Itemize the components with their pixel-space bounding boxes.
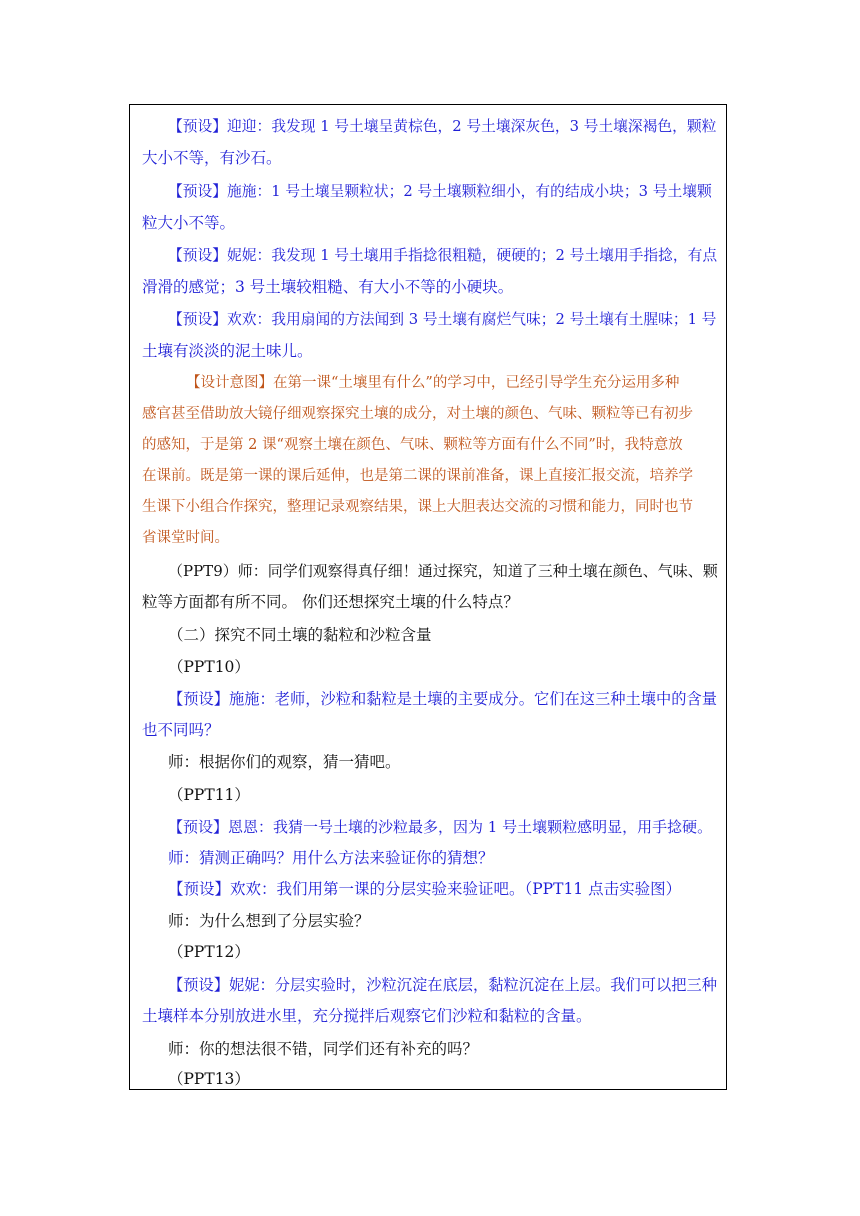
text-line: 粒大小不等。 [142, 214, 236, 232]
text-line: 粒等方面都有所不同。 你们还想探究土壤的什么特点？ [142, 593, 519, 611]
table-cell-frame [129, 104, 727, 1090]
design-intent-line: 省课堂时间。 [142, 530, 229, 546]
text-line: 【预设】妮妮：分层实验时，沙粒沉淀在底层，黏粒沉淀在上层。我们可以把三种 [168, 976, 717, 994]
text-line: 师：为什么想到了分层实验？ [168, 912, 370, 930]
text-line: 土壤有淡淡的泥土味儿。 [142, 342, 313, 360]
text-line: 【预设】欢欢：我们用第一课的分层实验来验证吧。（PPT11 点击实验图） [168, 880, 682, 898]
slide-marker: （PPT10） [168, 658, 250, 676]
slide-marker: （PPT13） [168, 1070, 250, 1088]
slide-marker: （PPT12） [168, 943, 250, 961]
text-line: 【预设】迎迎：我发现 1 号土壤呈黄棕色，2 号土壤深灰色，3 号土壤深褐色，颗粒 [168, 118, 717, 135]
text-line: 师：猜测正确吗？用什么方法来验证你的猜想？ [168, 849, 494, 867]
design-intent-line: 生课下小组合作探究，整理记录观察结果，课上大胆表达交流的习惯和能力，同时也节 [142, 499, 693, 515]
text-line: （PPT9）师：同学们观察得真仔细！通过探究，知道了三种土壤在颜色、气味、颗 [168, 562, 718, 580]
design-intent-line: 【设计意图】在第一课“土壤里有什么”的学习中，已经引导学生充分运用多种 [186, 375, 680, 391]
design-intent-line: 的感知，于是第 2 课“观察土壤在颜色、气味、颗粒等方面有什么不同”时，我特意放 [142, 437, 683, 453]
text-line: 【预设】施施：老师，沙粒和黏粒是土壤的主要成分。它们在这三种土壤中的含量 [168, 690, 717, 708]
text-line: 也不同吗？ [142, 721, 220, 739]
text-line: 土壤样本分别放进水里，充分搅拌后观察它们沙粒和黏粒的含量。 [142, 1007, 592, 1025]
text-line: 师：你的想法很不错，同学们还有补充的吗？ [168, 1040, 479, 1058]
design-intent-line: 感官甚至借助放大镜仔细观察探究土壤的成分，对土壤的颜色、气味、颗粒等已有初步 [142, 406, 693, 422]
text-line: 大小不等，有沙石。 [142, 149, 282, 167]
text-line: 师：根据你们的观察，猜一猜吧。 [168, 753, 401, 771]
text-line: 滑滑的感觉；3 号土壤较粗糙、有大小不等的小硬块。 [142, 278, 514, 296]
design-intent-line: 在课前。既是第一课的课后延伸，也是第二课的课前准备，课上直接汇报交流，培养学 [142, 468, 693, 484]
text-line: 【预设】施施：1 号土壤呈颗粒状；2 号土壤颗粒细小，有的结成小块；3 号土壤颗 [168, 183, 712, 200]
section-heading: （二）探究不同土壤的黏粒和沙粒含量 [168, 626, 432, 644]
text-line: 【预设】欢欢：我用扇闻的方法闻到 3 号土壤有腐烂气味；2 号土壤有土腥味；1 号 [168, 311, 717, 328]
slide-marker: （PPT11） [168, 786, 250, 804]
text-line: 【预设】恩恩：我猜一号土壤的沙粒最多，因为 1 号土壤颗粒感明显，用手捻硬。 [168, 818, 713, 836]
text-line: 【预设】妮妮：我发现 1 号土壤用手指捻很粗糙，硬硬的；2 号土壤用手指捻，有点 [168, 247, 718, 264]
